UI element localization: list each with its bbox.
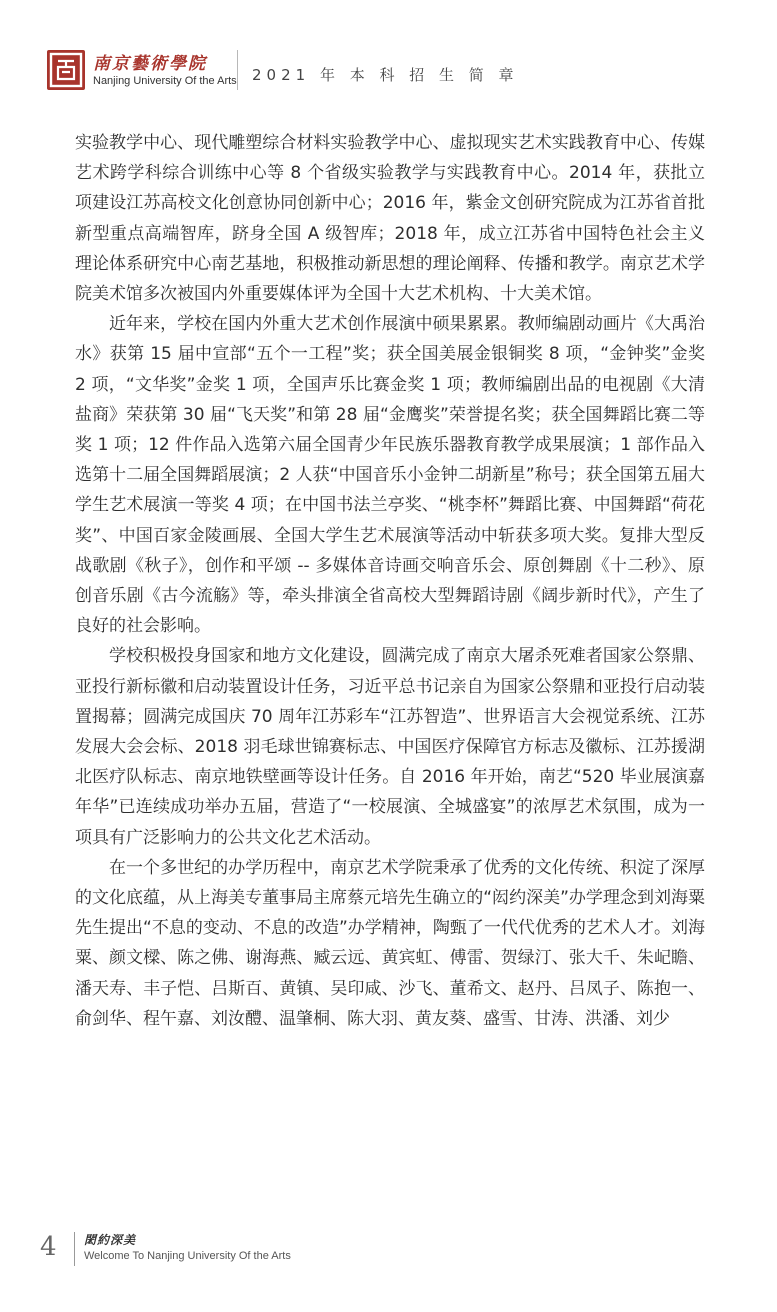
footer-divider: [74, 1232, 75, 1266]
footer-welcome: Welcome To Nanjing University Of the Arts: [84, 1250, 291, 1262]
header-divider: [237, 50, 238, 90]
school-seal-logo: [47, 50, 85, 90]
page-number: 4: [40, 1232, 57, 1262]
page-header: [0, 0, 777, 110]
paragraph: 学校积极投身国家和地方文化建设，圆满完成了南京大屠杀死难者国家公祭鼎、亚投行新标徽和启动装置设计任务，习近平总书记亲自为国家公祭鼎和亚投行启动装置揭幕；圆满完成国庆 70 周年江苏彩车“江苏智造”、世界语言大会视觉系统、江苏发展大会会标、2018 羽毛球世锦赛标志、中国医疗保障官方标志及徽标、江苏援湖北医疗队标志、南京地铁壁画等设计任务。自 2016 年开始，南艺“520 毕业展演嘉年华”已连续成功举办五届，营造了“一校展演、全城盛宴”的浓厚艺术氛围，成为一项具有广泛影响力的公共文化艺术活动。: [75, 646, 705, 848]
footer-motto: 閎約深美: [84, 1233, 137, 1247]
paragraph: 近年来，学校在国内外重大艺术创作展演中硕果累累。教师编剧动画片《大禹治水》获第 15 届中宣部“五个一工程”奖；获全国美展金银铜奖 8 项，“金钟奖”金奖 2 项，“文华奖”金奖 1 项，全国声乐比赛金奖 1 项；教师编剧出品的电视剧《大清盐商》荣获第 30 届“飞天奖”和第 28 届“金鹰奖”荣誉提名奖；获全国舞蹈比赛二等奖 1 项；12 件作品入选第六届全国青少年民族乐器教育教学成果展演；1 部作品入选第十二届全国舞蹈展演；2 人获“中国音乐小金钟二胡新星”称号；获全国第五届大学生艺术展演一等奖 4 项；在中国书法兰亭奖、“桃李杯”舞蹈比赛、中国舞蹈“荷花奖”、中国百家金陵画展、全国大学生艺术展演等活动中斩获多项大奖。复排大型反战歌剧《秋子》，创作和平颂 -- 多媒体音诗画交响音乐会、原创舞剧《十二秒》、原创音乐剧《古今流觞》等，牵头排演全省高校大型舞蹈诗剧《阔步新时代》，产生了良好的社会影响。: [75, 314, 705, 637]
page-footer: [0, 1228, 777, 1268]
paragraph: 在一个多世纪的办学历程中，南京艺术学院秉承了优秀的文化传统、积淀了深厚的文化底蕴，从上海美专董事局主席蔡元培先生确立的“闳约深美”办学理念到刘海粟先生提出“不息的变动、不息的改造”办学精神，陶甄了一代代优秀的艺术人才。刘海粟、颜文樑、陈之佛、谢海燕、臧云远、黄宾虹、傅雷、贺绿汀、张大千、朱屺瞻、潘天寿、丰子恺、吕斯百、黄镇、吴印咸、沙飞、董希文、赵丹、吕凤子、陈抱一、俞剑华、程午嘉、刘汝醴、温肇桐、陈大羽、黄友葵、盛雪、甘涛、洪潘、刘少: [75, 857, 705, 1029]
paragraph-continued: 实验教学中心、现代雕塑综合材料实验教学中心、虚拟现实艺术实践教育中心、传媒艺术跨学科综合训练中心等 8 个省级实验教学与实践教育中心。2014 年，获批立项建设江苏高校文化创意协同创新中心；2016 年，紫金文创研究院成为江苏省首批新型重点高端智库，跻身全国 A 级智库；2018 年，成立江苏省中国特色社会主义理论体系研究中心南艺基地，积极推动新思想的理论阐释、传播和教学。南京艺术学院美术馆多次被国内外重要媒体评为全国十大艺术机构、十大美术馆。: [75, 133, 705, 305]
body-text: [75, 128, 705, 1034]
school-name-en: Nanjing University Of the Arts: [93, 75, 237, 87]
document-title: 2021 年 本 科 招 生 简 章: [252, 66, 519, 84]
school-name-cn: 南京藝術學院: [93, 54, 207, 74]
